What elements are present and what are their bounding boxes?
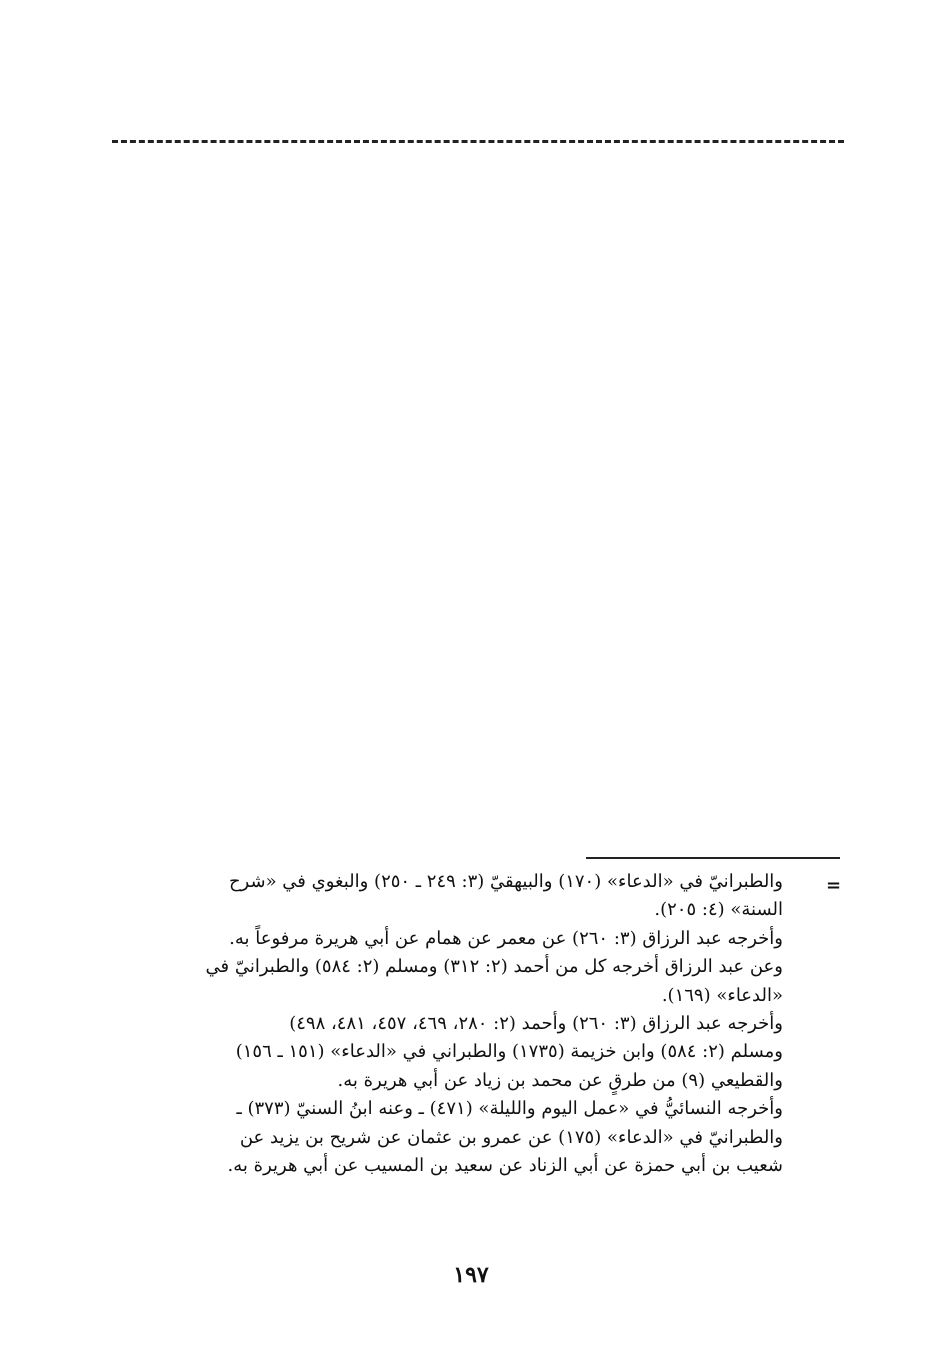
footnote-line: السنة» (٤: ٢٠٥). — [654, 899, 783, 921]
footnote-line: والطبرانيّ في «الدعاء» (١٧٠) والبيهقيّ (٣: ٢٤٩ ـ ٢٥٠) والبغوي في «شرح — [228, 871, 783, 892]
footnote-separator-rule — [586, 857, 840, 859]
footnote-line: وأخرجه عبد الرزاق (٣: ٢٦٠) عن معمر عن همام عن أبي هريرة مرفوعاً به. — [229, 927, 783, 949]
footnote-line: شعيب بن أبي حمزة عن أبي الزناد عن سعيد بن المسيب عن أبي هريرة به. — [227, 1155, 783, 1177]
dashed-divider — [112, 140, 844, 143]
footnote-line: وأخرجه النسائيُّ في «عمل اليوم والليلة» (٤٧١) ـ وعنه ابنُ السنيّ (٣٧٣) ـ — [236, 1098, 783, 1120]
footnote-line: ومسلم (٢: ٥٨٤) وابن خزيمة (١٧٣٥) والطبراني في «الدعاء» (١٥١ ـ ١٥٦) — [235, 1041, 783, 1063]
page-number: ١٩٧ — [453, 1262, 489, 1288]
footnote-continuation-mark: = — [826, 875, 842, 896]
footnote-text — [100, 868, 783, 1180]
footnote-line: «الدعاء» (١٦٩). — [661, 984, 783, 1006]
footnote-line: والطبرانيّ في «الدعاء» (١٧٥) عن عمرو بن عثمان عن شريح بن يزيد عن — [239, 1126, 783, 1148]
footnote-line: والقطيعي (٩) من طرقٍ عن محمد بن زياد عن أبي هريرة به. — [337, 1069, 783, 1091]
footnote-line: وأخرجه عبد الرزاق (٣: ٢٦٠) وأحمد (٢: ٢٨٠، ٤٦٩، ٤٥٧، ٤٨١، ٤٩٨) — [289, 1013, 783, 1035]
footnote-line: وعن عبد الرزاق أخرجه كل من أحمد (٢: ٣١٢) ومسلم (٢: ٥٨٤) والطبرانيّ في — [205, 956, 783, 978]
